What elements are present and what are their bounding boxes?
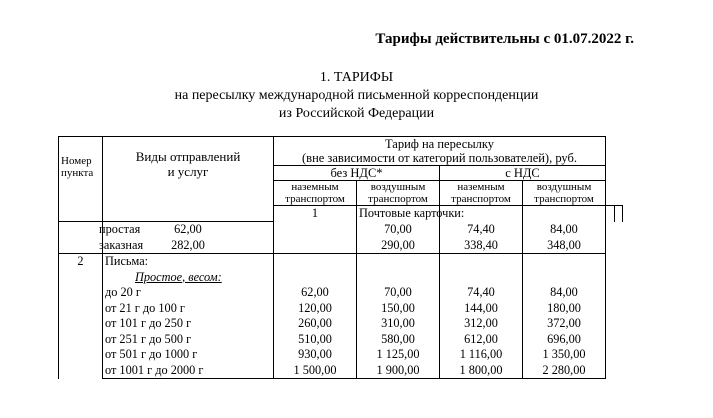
header-number: [59, 137, 103, 222]
value-ground-no-vat: 120,00: [274, 301, 357, 317]
value-ground-no-vat: 282,00: [103, 238, 274, 254]
value-air-with-vat: 84,00: [523, 285, 606, 301]
row-label: до 20 г: [103, 285, 274, 301]
value-air-no-vat: 310,00: [357, 316, 440, 332]
table-row: [59, 332, 623, 348]
subsection-title: Простое, весом:: [103, 270, 274, 286]
row-label: заказная: [59, 238, 103, 254]
table-row: [59, 363, 623, 379]
value-ground-no-vat: 62,00: [274, 285, 357, 301]
title-line-3: из Российской Федерации: [278, 106, 435, 121]
header-no-vat: без НДС*: [274, 166, 440, 181]
value-ground-with-vat: 74,40: [440, 222, 523, 238]
table-row: [59, 285, 623, 301]
header-row-1: [59, 137, 623, 166]
header-ground-line-1: наземным: [457, 181, 505, 193]
header-ground-no-vat: [274, 181, 357, 206]
value-ground-with-vat: 1 116,00: [440, 347, 523, 363]
header-air-line-2: транспортом: [368, 193, 428, 205]
header-air-with-vat: [523, 181, 606, 206]
row-label: от 21 г до 100 г: [103, 301, 274, 317]
header-air-line-2: транспортом: [534, 193, 594, 205]
section-title: Письма:: [103, 254, 274, 270]
header-with-vat: с НДС: [440, 166, 606, 181]
value-air-no-vat: 70,00: [357, 222, 440, 238]
value-ground-no-vat: 510,00: [274, 332, 357, 348]
value-air-with-vat: 1 350,00: [523, 347, 606, 363]
value-air-with-vat: 372,00: [523, 316, 606, 332]
value-air-with-vat: 84,00: [523, 222, 606, 238]
section-number: 1: [274, 206, 357, 254]
value-air-no-vat: 580,00: [357, 332, 440, 348]
value-ground-no-vat: 930,00: [274, 347, 357, 363]
document-title: [0, 69, 713, 123]
subsection-row: [59, 270, 623, 286]
section-row: [59, 254, 623, 270]
header-kind-line-2: и услуг: [167, 164, 209, 179]
header-number-line-1: Номер: [61, 155, 92, 167]
value-ground-with-vat: 144,00: [440, 301, 523, 317]
value-ground-with-vat: 74,40: [440, 285, 523, 301]
header-air-line-1: воздушным: [536, 181, 592, 193]
header-ground-line-1: наземным: [291, 181, 339, 193]
header-ground-with-vat: [440, 181, 523, 206]
value-air-with-vat: 348,00: [523, 238, 606, 254]
value-air-with-vat: 696,00: [523, 332, 606, 348]
tariffs-table: [58, 136, 623, 379]
section-number: 2: [59, 254, 103, 379]
header-number-line-2: пункта: [61, 167, 94, 179]
header-tariff-line-2: (вне зависимости от категорий пользователей), руб.: [302, 151, 577, 165]
validity-note: Тарифы действительны с 01.07.2022 г.: [375, 31, 634, 47]
title-line-1: 1. ТАРИФЫ: [319, 70, 394, 85]
value-ground-with-vat: 612,00: [440, 332, 523, 348]
title-line-2: на пересылку международной письменной корреспонденции: [174, 88, 539, 103]
value-air-no-vat: 150,00: [357, 301, 440, 317]
value-ground-with-vat: 312,00: [440, 316, 523, 332]
table-row: [59, 316, 623, 332]
value-air-no-vat: 70,00: [357, 285, 440, 301]
header-ground-line-2: транспортом: [451, 193, 511, 205]
value-ground-no-vat: 260,00: [274, 316, 357, 332]
value-ground-with-vat: 338,40: [440, 238, 523, 254]
value-air-no-vat: 290,00: [357, 238, 440, 254]
header-tariff: [274, 137, 606, 166]
header-air-line-1: воздушным: [370, 181, 426, 193]
row-label: от 101 г до 250 г: [103, 316, 274, 332]
value-ground-no-vat: 1 500,00: [274, 363, 357, 379]
value-air-with-vat: 180,00: [523, 301, 606, 317]
header-kind: [103, 137, 274, 222]
header-tariff-line-1: Тариф на пересылку: [384, 137, 495, 151]
row-label: от 501 г до 1000 г: [103, 347, 274, 363]
table-row: [59, 301, 623, 317]
table-row: [59, 347, 623, 363]
row-label: простая: [59, 222, 103, 238]
header-air-no-vat: [357, 181, 440, 206]
header-kind-line-1: Виды отправлений: [135, 149, 241, 164]
value-air-with-vat: 2 280,00: [523, 363, 606, 379]
value-air-no-vat: 1 125,00: [357, 347, 440, 363]
value-air-no-vat: 1 900,00: [357, 363, 440, 379]
value-ground-no-vat: 62,00: [103, 222, 274, 238]
row-label: от 1001 г до 2000 г: [103, 363, 274, 379]
value-ground-with-vat: 1 800,00: [440, 363, 523, 379]
row-label: от 251 г до 500 г: [103, 332, 274, 348]
section-title: Почтовые карточки:: [357, 206, 440, 222]
header-ground-line-2: транспортом: [285, 193, 345, 205]
